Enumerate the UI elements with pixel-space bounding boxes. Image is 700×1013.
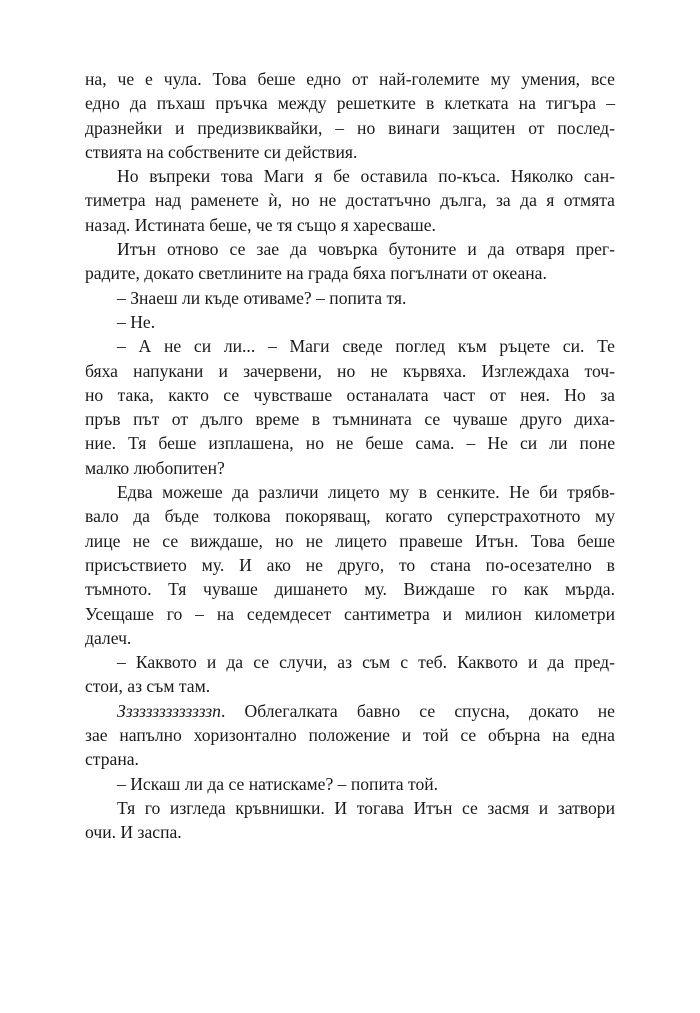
text-line: дразнейки и предизвиквайки, – но винаги защитен от послед- [85,117,615,138]
text-fragment: . Облегалката бавно се спусна, докато не [220,700,615,721]
text-line: тъмното. Тя чуваше дишането му. Виждаше го как мърда. [85,579,615,600]
dialogue-line: – Не. [117,311,156,332]
text-line: зае напълно хоризонтално положение и той се обърна на една [85,725,615,746]
text-line: вало да бъде толкова покоряващ, когато суперстрахотното му [85,506,615,527]
text-line: Итън отново се зае да човърка бутоните и да отваря прег- [117,239,615,260]
text-line: на, че е чула. Това беше едно от най-големите му умения, все [85,69,615,89]
text-line: страна. [85,749,139,770]
text-line: радите, докато светлините на града бяха погълнати от океана. [85,263,547,284]
dialogue-line: стои, аз съм там. [85,676,211,697]
text-line: лице не се виждаше, но не лицето правеше Итън. Това беше [85,530,615,551]
text-line: назад. Истината беше, че тя също я харесваше. [85,214,436,235]
text-line [85,699,615,723]
dialogue-line: – Каквото и да се случи, аз съм с теб. Каквото и да пред- [117,652,615,673]
sound-effect: Ззззззззззззззп [117,700,221,721]
text-line: Тя го изгледа кръвнишки. И тогава Итън се засмя и затвори [117,797,615,818]
text-line: Едва можеше да различи лицето му в сенките. Не би трябв- [117,482,615,503]
text-line: но така, както се чувстваше останалата част от нея. Но за [85,384,615,405]
text-line: малко любопитен? [85,457,225,478]
dialogue-line: – Знаеш ли къде отиваме? – попита тя. [117,287,407,308]
text-line: бяха напукани и зачервени, но не кървяха. Изглеждаха точ- [85,360,615,381]
body-text [85,67,615,845]
text-line: Но въпреки това Маги я бе оставила по-къса. Няколко сан- [117,166,615,187]
text-line: пръв път от дълго време в тъмнината се чуваше друго диха- [85,409,615,430]
text-line: Усещаше го – на седемдесет сантиметра и милион километри [85,603,615,624]
text-line: едно да пъхаш пръчка между решетките в клетката на тигъра – [85,93,615,114]
text-line: ние. Тя беше изплашена, но не беше сама. – Не си ли поне [85,433,615,454]
text-line: присъствието му. И ако не друго, то стана по-осезателно в [85,554,615,575]
text-line: – А не си ли... – Маги сведе поглед към ръцете си. Те [117,336,615,357]
text-line: ствията на собствените си действия. [85,141,358,162]
text-line: очи. И заспа. [85,822,182,843]
dialogue-line: – Искаш ли да се натискаме? – попита той. [117,773,439,794]
text-line: тиметра над раменете ѝ, но не достатъчно дълга, за да я отмята [85,190,615,211]
text-line: далеч. [85,627,132,648]
